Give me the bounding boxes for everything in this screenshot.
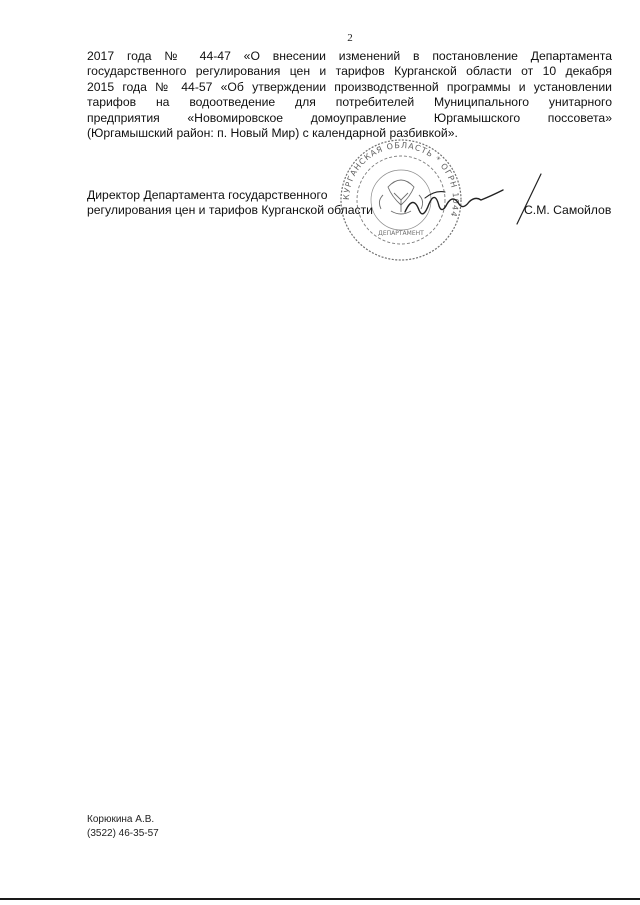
body-line: предприятия «Новомировское домоуправление Юргамышского поссовета» xyxy=(87,110,612,125)
signer-name: С.М. Самойлов xyxy=(524,203,612,217)
stamp-ring-text: КУРГАНСКАЯ ОБЛАСТЬ * ОГРН 1044 xyxy=(341,140,461,219)
page-number: 2 xyxy=(347,32,353,44)
executor-info xyxy=(87,813,159,841)
body-paragraph xyxy=(87,49,612,141)
body-line: 2017 года № 44-47 «О внесении изменений в постановление Департамента xyxy=(87,49,612,63)
executor-phone: (3522) 46-35-57 xyxy=(87,828,159,839)
body-line: государственного регулирования цен и тарифов Курганской области от 10 декабря xyxy=(87,64,612,79)
signer-position-line2: регулирования цен и тарифов Курганской области xyxy=(87,203,373,217)
body-line: 2015 года № 44-57 «Об утверждении производственной программы и установлении xyxy=(87,79,612,94)
stamp-inner-text: ДЕПАРТАМЕНТ xyxy=(378,230,424,237)
body-line-last: (Юргамышский район: п. Новый Мир) с календарной разбивкой». xyxy=(87,125,458,140)
signer-position-line1: Директор Департамента государственного xyxy=(87,188,328,202)
body-line: тарифов на водоотведение для потребителей Муниципального унитарного xyxy=(87,95,612,110)
handwritten-signature xyxy=(395,168,545,230)
executor-name: Корюкина А.В. xyxy=(87,814,155,825)
page-bottom-border xyxy=(0,898,640,900)
signature-title xyxy=(87,188,373,218)
